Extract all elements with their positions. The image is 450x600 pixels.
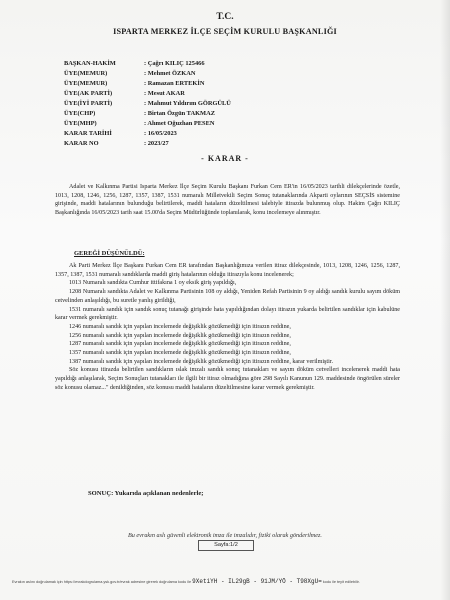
header-label: ÜYE(MEMUR) — [64, 70, 108, 77]
gerekce-paragraph: 1256 numaralı sandık için yapılan incelemede değişiklik gözükmediği için itirazın reddine, — [69, 332, 291, 339]
header-label: ÜYE(MEMUR) — [64, 80, 108, 87]
document-title-board: ISPARTA MERKEZ İLÇE SEÇİM KURULU BAŞKANLIĞI — [113, 27, 337, 36]
gerekce-body — [55, 262, 400, 393]
header-row-baskan — [64, 60, 205, 67]
gerekce-heading: GEREĞİ DÜŞÜNÜLDÜ: — [74, 250, 145, 257]
header-label: BAŞKAN-HAKİM — [64, 60, 116, 67]
document-title-tc: T.C. — [216, 12, 234, 22]
gerekce-paragraph: 1287 numaralı sandık için yapılan incelemede değişiklik gözükmediği için itirazın reddine, — [69, 341, 291, 348]
intro-paragraph — [55, 183, 400, 218]
header-row-uye-memur-2 — [64, 80, 205, 87]
header-value: : Ramazan ERTEKİN — [144, 80, 205, 87]
gerekce-paragraph: 1208 Numaralı sandıkta Adalet ve Kalkınma Partisinin 108 oy aldığı, Yeniden Refah Partisinin 9 oy aldığı sandık kurulu sayım döküm cetvelinden anlaşıldığı, bu suretle yanlış girildiği, — [55, 289, 400, 304]
header-row-uye-memur-1 — [64, 70, 196, 77]
gerekce-paragraph: Ak Parti Merkez İlçe Başkanı Furkan Cem ER tarafından Başkanlığımıza verilen itiraz dilekçesinde, 1013, 1208, 1246, 1256, 1287, 1357, 1387, 1531 numaralı sandıklarda maddi giriş hatalarının olduğu itirazıyla konu incelenerek; — [55, 263, 400, 278]
gerekce-paragraph: 1387 numaralı sandık için yapılan incelemede değişiklik gözükmediği için itirazın reddine, karar verilmiştir. — [69, 358, 333, 365]
header-label: ÜYE(İYİ PARTİ) — [64, 100, 113, 107]
e-signature-notice: Bu evrakın aslı güvenli elektronik imza ile imzalıdır, fiziki olarak gönderilmez. — [128, 532, 322, 539]
header-row-karar-tarihi — [64, 130, 177, 137]
header-label: KARAR TARİHİ — [64, 130, 112, 137]
verification-footer — [12, 578, 442, 585]
gerekce-paragraph: 1357 numaralı sandık için yapılan incelemede değişiklik gözükmediği için itirazın reddine, — [69, 350, 291, 357]
header-value: : Mesut AKAR — [144, 90, 185, 97]
header-row-karar-no — [64, 140, 169, 147]
header-value: : 2023/27 — [144, 140, 169, 147]
karar-heading: - KARAR - — [201, 154, 249, 163]
header-value: : Ahmet Oğuzhan PESEN — [144, 120, 215, 127]
header-label: ÜYE(CHP) — [64, 110, 96, 117]
verification-text: Evrakın aslını doğrulamak için https://evrakdogrulama.ysk.gov.tr/evrak adresine girerek doğrulama kodu ile — [12, 580, 192, 584]
header-label: ÜYE(AK PARTİ) — [64, 90, 113, 97]
header-row-uye-akparti — [64, 90, 185, 97]
gerekce-paragraph: 1013 Numaralı sandıkta Cumhur ittifakına 1 oy eksik giriş yapıldığı, — [69, 280, 237, 287]
header-row-uye-iyiparti — [64, 100, 231, 107]
header-row-uye-mhp — [64, 120, 215, 127]
gerekce-paragraph: 1246 numaralı sandık için yapılan incelemede değişiklik gözükmediği için itirazın reddine, — [69, 323, 291, 330]
header-label: KARAR NO — [64, 140, 99, 147]
header-value: : Çağrı KILIÇ 125466 — [144, 60, 205, 67]
sonuc-heading: SONUÇ: Yukarıda açıklanan nedenlerle; — [88, 490, 204, 497]
gerekce-paragraph: Söz konusu itirazda belirtilen sandıkların ıslak imzalı sandık sonuç tutanakları ve sayım döküm cetvelleri incelenerek maddi hata yapıldığı anlaşılarak, Seçim Sonuçları tutanakları ile ilgili bir itiraz olmadığına göre 298 Sayılı Kanunun 129. maddesinde öngörülen süreler söz konusu olamaz..." denildiğinden, söz konusu maddi hataların düzeltilmesine karar vermek gerekmiştir. — [55, 367, 400, 391]
verification-suffix: kodu ile teyit edilebilir. — [322, 580, 360, 584]
header-value: : 16/05/2023 — [144, 130, 177, 137]
page-number: Sayfa:1/2 — [198, 540, 254, 551]
header-value: : Birtan Özgün TAKMAZ — [144, 110, 215, 117]
gerekce-paragraph: 1531 numaralı sandık için sandık sonuç tutanağı girişinde hata yapıldığından dolayı itirazın yukarda belirtilen sandıklar için kabulüne karar vermek gerekmiştir. — [55, 306, 400, 322]
intro-text: Adalet ve Kalkınma Partisi Isparta Merkez İlçe Seçim Kurulu Başkanı Furkan Cem ER'in 16/05/2023 tarihli dilekçelerinde özetle, 1013, 1208, 1246, 1256, 1287, 1357, 1387, 1531 numaralı Milletvekili Seçim Sonuç tutanaklarında Akparti oylarının SEÇSİS sistemine girişinde, maddi hatalarının bulunduğu belirtilerek, maddi hataların düzeltilmesi talebiyle itirazda bulunmuş olup. Hakim Çağrı KILIÇ Başkanlığında 16/05/2023 tarih saat 15.00'da Seçim Müdürlüğünde toplanılarak, konu incelemeye alınmıştır. — [55, 184, 400, 217]
page-edge-shadow — [440, 0, 450, 600]
header-value: : Mahmut Yıldırım GÖRGÜLÜ — [144, 100, 231, 107]
header-label: ÜYE(MHP) — [64, 120, 97, 127]
header-value: : Mehmet ÖZKAN — [144, 70, 196, 77]
verification-code: 9XetiYH - IL29gB - 91JM/YÖ - T98XgU= — [192, 578, 322, 585]
header-row-uye-chp — [64, 110, 215, 117]
